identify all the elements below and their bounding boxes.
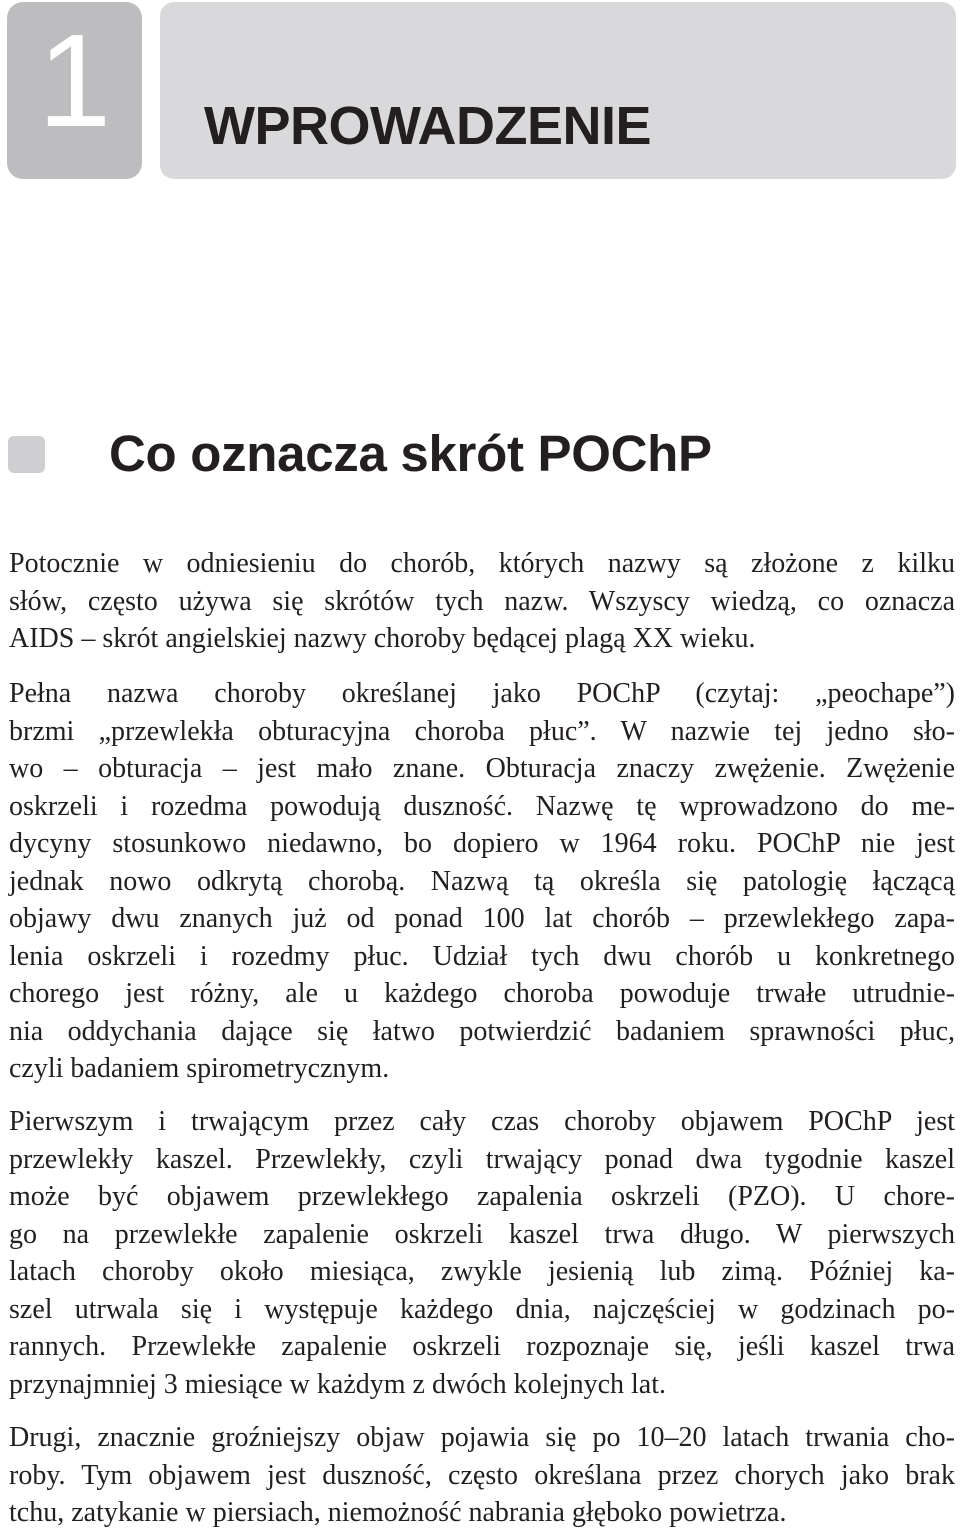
text-line: Drugi, znacznie groźniejszy objaw pojawia się po 10–20 latach trwania cho- xyxy=(9,1422,955,1453)
text-line: Potocznie w odniesieniu do chorób, których nazwy są złożone z kilku xyxy=(9,548,955,579)
text-line: go na przewlekłe zapalenie oskrzeli kaszel trwa długo. W pierwszych xyxy=(9,1218,955,1250)
text-line: Pierwszym i trwającym przez cały czas choroby objawem POChP jest xyxy=(9,1106,955,1137)
paragraph-4 xyxy=(9,1419,955,1532)
text-line: dycyny stosunkowo niedawno, bo dopiero w 1964 roku. POChP nie jest xyxy=(9,828,955,859)
text-line: szel utrwala się i występuje każdego dnia, najczęściej w godzinach po- xyxy=(9,1293,955,1325)
text-line: oskrzeli i rozedma powodują duszność. Nazwę tę wprowadzono do me- xyxy=(9,790,955,822)
text-line: rannych. Przewlekłe zapalenie oskrzeli rozpoznaje się, jeśli kaszel trwa xyxy=(9,1331,955,1362)
chapter-title-box xyxy=(160,2,956,179)
text-line: roby. Tym objawem jest duszność, często określana przez chorych jako brak xyxy=(9,1459,955,1491)
chapter-number-box xyxy=(7,2,142,179)
paragraph-3 xyxy=(9,1103,955,1403)
chapter-number: 1 xyxy=(37,7,112,154)
text-line: przynajmniej 3 miesiące w każdym z dwóch kolejnych lat. xyxy=(9,1368,667,1400)
paragraph-1 xyxy=(9,545,955,658)
text-line: AIDS – skrót angielskiej nazwy choroby będącej plagą XX wieku. xyxy=(9,623,756,654)
chapter-title: WPROWADZENIE xyxy=(204,96,651,156)
text-line: brzmi „przewlekła obturacyjna choroba płuc”. W nazwie tej jedno sło- xyxy=(9,715,955,747)
section-title: Co oznacza skrót POChP xyxy=(109,425,712,482)
text-line: Pełna nazwa choroby określanej jako POChP (czytaj: „peochape”) xyxy=(9,678,955,709)
text-line: może być objawem przewlekłego zapalenia oskrzeli (PZO). U chore- xyxy=(9,1181,955,1212)
text-line: nia oddychania dające się łatwo potwierdzić badaniem sprawności płuc, xyxy=(9,1015,955,1047)
text-line: przewlekły kaszel. Przewlekły, czyli trwający ponad dwa tygodnie kaszel xyxy=(9,1143,955,1175)
text-line: chorego jest różny, ale u każdego choroba powoduje trwałe utrudnie- xyxy=(9,978,955,1009)
text-line: czyli badaniem spirometrycznym. xyxy=(9,1053,390,1084)
paragraph-2 xyxy=(9,675,955,1088)
section-bullet-icon xyxy=(8,436,45,473)
text-line: wo – obturacja – jest mało znane. Obturacja znaczy zwężenie. Zwężenie xyxy=(9,753,955,784)
text-line: objawy dwu znanych już od ponad 100 lat chorób – przewlekłego zapa- xyxy=(9,903,955,934)
text-line: latach choroby około miesiąca, zwykle jesienią lub zimą. Później ka- xyxy=(9,1256,955,1287)
text-line: lenia oskrzeli i rozedmy płuc. Udział tych dwu chorób u konkretnego xyxy=(9,940,955,972)
text-line: jednak nowo odkrytą chorobą. Nazwą tą określa się patologię łączącą xyxy=(9,865,955,897)
text-line: tchu, zatykanie w piersiach, niemożność nabrania głęboko powietrza. xyxy=(9,1497,787,1528)
text-line: słów, często używa się skrótów tych nazw. Wszyscy wiedzą, co oznacza xyxy=(9,585,955,617)
